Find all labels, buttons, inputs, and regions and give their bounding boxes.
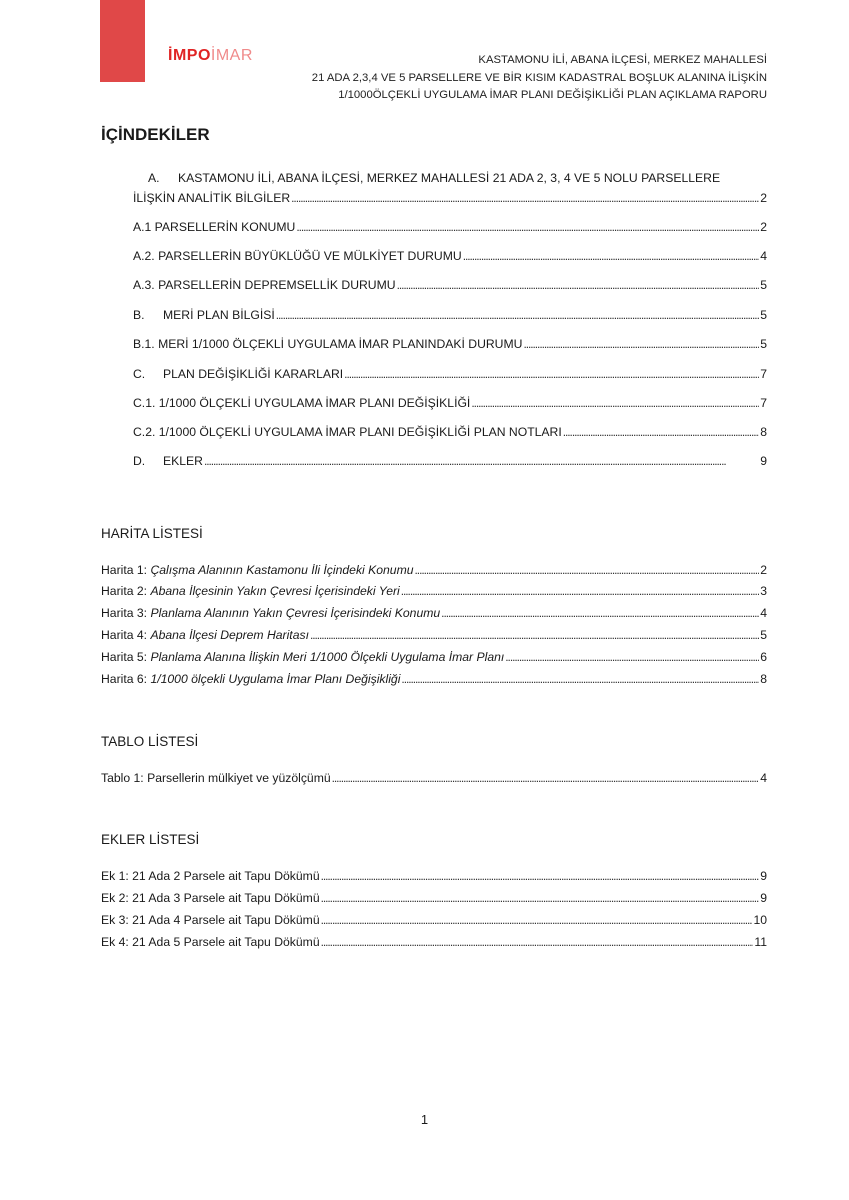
- toc-entry-page: 5: [760, 337, 767, 351]
- table-list-page: 4: [760, 771, 767, 785]
- toc-entry-page: 5: [760, 308, 767, 322]
- dot-leader: [463, 248, 760, 265]
- toc-entry-page: 7: [760, 396, 767, 410]
- map-list-item[interactable]: [101, 583, 767, 600]
- toc-entry-label: KASTAMONU İLİ, ABANA İLÇESİ, MERKEZ MAHALLESİ 21 ADA 2, 3, 4 VE 5 NOLU PARSELLERE: [178, 171, 721, 185]
- annex-list-item[interactable]: [101, 934, 767, 951]
- toc-entry-page: 7: [760, 367, 767, 381]
- toc-entry-page: 8: [760, 425, 767, 439]
- map-list-page: 2: [760, 563, 767, 577]
- toc-entry-a-line1[interactable]: [148, 170, 720, 187]
- annex-list-item[interactable]: [101, 868, 767, 885]
- page-number: 1: [420, 1112, 429, 1127]
- toc-entry-label: [133, 307, 275, 324]
- map-list-item[interactable]: [101, 562, 767, 579]
- dot-leader: [505, 649, 759, 666]
- map-list-label: [101, 583, 400, 600]
- dot-leader: [523, 336, 759, 353]
- annex-list-page: 11: [754, 935, 767, 949]
- toc-entry-label: [133, 366, 343, 383]
- map-prefix: Harita 5:: [101, 650, 151, 664]
- map-list-label: [101, 649, 504, 666]
- toc-entry-a-line2[interactable]: [133, 190, 767, 207]
- dot-leader: [397, 277, 760, 294]
- toc-entry-text: PLAN DEĞİŞİKLİĞİ KARARLARI: [163, 367, 344, 381]
- annex-list-heading: EKLER LİSTESİ: [101, 832, 200, 847]
- toc-entry[interactable]: [133, 248, 767, 265]
- toc-title: İÇİNDEKİLER: [101, 125, 210, 144]
- map-title: Abana İlçesinin Yakın Çevresi İçerisindeki Yeri: [150, 584, 400, 598]
- toc-entry[interactable]: [133, 336, 767, 353]
- map-prefix: Harita 1:: [101, 563, 151, 577]
- dot-leader: [441, 605, 759, 622]
- table-list-item[interactable]: [101, 770, 767, 787]
- map-list-page: 4: [760, 606, 767, 620]
- toc-entry-label: A.2. PARSELLERİN BÜYÜKLÜĞÜ VE MÜLKİYET DURUMU: [133, 249, 462, 263]
- header-line-2: 21 ADA 2,3,4 VE 5 PARSELLERE VE BİR KISIM KADASTRAL BOŞLUK ALANINA İLİŞKİN: [311, 71, 767, 84]
- map-list-item[interactable]: [101, 605, 767, 622]
- toc-entry-page: 5: [760, 278, 767, 292]
- toc-entry-label: İLİŞKİN ANALİTİK BİLGİLER: [133, 191, 291, 205]
- toc-entry[interactable]: [133, 277, 767, 294]
- tables-list-heading: TABLO LİSTESİ: [101, 734, 199, 749]
- map-prefix: Harita 4:: [101, 628, 151, 642]
- dot-leader: [321, 934, 754, 951]
- header-line-3: 1/1000ÖLÇEKLİ UYGULAMA İMAR PLANI DEĞİŞİKLİĞİ PLAN AÇIKLAMA RAPORU: [338, 89, 767, 101]
- dot-leader: [321, 890, 760, 907]
- toc-entry[interactable]: [133, 219, 767, 236]
- dot-leader: [204, 453, 759, 470]
- toc-entry-text: EKLER: [163, 454, 203, 468]
- toc-entry-page: 2: [760, 191, 767, 205]
- toc-entry[interactable]: [133, 366, 767, 383]
- map-list-item[interactable]: [101, 671, 767, 688]
- dot-leader: [401, 671, 759, 688]
- toc-entry-letter: C.: [133, 367, 146, 381]
- map-title: Planlama Alanının Yakın Çevresi İçerisindeki Konumu: [150, 606, 441, 620]
- toc-entry-letter: A.: [148, 171, 160, 185]
- dot-leader: [321, 868, 760, 885]
- annex-list-label: Ek 3: 21 Ada 4 Parsele ait Tapu Dökümü: [101, 913, 320, 927]
- toc-entry[interactable]: [133, 424, 767, 441]
- dot-leader: [563, 424, 759, 441]
- toc-entry-letter: B.: [133, 308, 145, 322]
- dot-leader: [344, 366, 759, 383]
- toc-entry-label: [133, 453, 203, 470]
- dot-leader: [415, 562, 760, 579]
- logo-primary-text: İMPO: [168, 47, 211, 64]
- maps-list-heading: HARİTA LİSTESİ: [101, 526, 203, 541]
- dot-leader: [296, 219, 759, 236]
- toc-entry-text: MERİ PLAN BİLGİSİ: [163, 308, 275, 322]
- toc-entry[interactable]: [133, 395, 767, 412]
- map-title: Planlama Alanına İlişkin Meri 1/1000 Ölçekli Uygulama İmar Planı: [150, 650, 505, 664]
- annex-list-page: 9: [760, 869, 767, 883]
- logo-secondary-text: İMAR: [210, 47, 253, 64]
- map-list-label: [101, 605, 440, 622]
- document-header: [312, 52, 767, 105]
- map-list-page: 5: [760, 628, 767, 642]
- toc-entry[interactable]: [133, 453, 767, 470]
- toc-entry-page: 9: [760, 454, 767, 468]
- map-title: Abana İlçesi Deprem Haritası: [150, 628, 309, 642]
- map-list-label: [101, 562, 414, 579]
- map-list-item[interactable]: [101, 627, 767, 644]
- dot-leader: [310, 627, 759, 644]
- annex-list-label: Ek 4: 21 Ada 5 Parsele ait Tapu Dökümü: [101, 935, 320, 949]
- map-list-item[interactable]: [101, 649, 767, 666]
- map-list-page: 8: [760, 672, 767, 686]
- header-line-1: KASTAMONU İLİ, ABANA İLÇESİ, MERKEZ MAHALLESİ: [478, 54, 767, 66]
- toc-entry-page: 4: [760, 249, 767, 263]
- toc-entry[interactable]: [133, 307, 767, 324]
- dot-leader: [291, 190, 759, 207]
- dot-leader: [276, 307, 759, 324]
- dot-leader: [471, 395, 759, 412]
- annex-list-page: 9: [760, 891, 767, 905]
- map-prefix: Harita 2:: [101, 584, 151, 598]
- toc-entry-label: A.3. PARSELLERİN DEPREMSELLİK DURUMU: [133, 278, 396, 292]
- map-prefix: Harita 3:: [101, 606, 151, 620]
- company-logo: [168, 46, 253, 66]
- toc-entry-page: 2: [760, 220, 767, 234]
- map-prefix: Harita 6:: [101, 672, 151, 686]
- toc-entry-label: B.1. MERİ 1/1000 ÖLÇEKLİ UYGULAMA İMAR PLANINDAKİ DURUMU: [133, 337, 523, 351]
- annex-list-item[interactable]: [101, 912, 767, 929]
- table-list-label: Tablo 1: Parsellerin mülkiyet ve yüzölçümü: [101, 771, 331, 785]
- map-list-label: [101, 671, 400, 688]
- dot-leader: [321, 912, 753, 929]
- map-title: Çalışma Alanının Kastamonu İli İçindeki Konumu: [150, 563, 414, 577]
- toc-entry-label: A.1 PARSELLERİN KONUMU: [133, 220, 296, 234]
- map-title: 1/1000 ölçekli Uygulama İmar Planı Değişikliği: [150, 672, 401, 686]
- map-list-page: 6: [760, 650, 767, 664]
- annex-list-item[interactable]: [101, 890, 767, 907]
- annex-list-label: Ek 1: 21 Ada 2 Parsele ait Tapu Dökümü: [101, 869, 320, 883]
- dot-leader: [401, 583, 759, 600]
- toc-entry-label: C.1. 1/1000 ÖLÇEKLİ UYGULAMA İMAR PLANI DEĞİŞİKLİĞİ: [133, 396, 471, 410]
- annex-list-label: Ek 2: 21 Ada 3 Parsele ait Tapu Dökümü: [101, 891, 320, 905]
- map-list-page: 3: [760, 584, 767, 598]
- header-accent-tab: [100, 0, 145, 82]
- annex-list-page: 10: [753, 913, 767, 927]
- map-list-label: [101, 627, 309, 644]
- toc-entry-letter: D.: [133, 454, 146, 468]
- toc-entry-label: C.2. 1/1000 ÖLÇEKLİ UYGULAMA İMAR PLANI DEĞİŞİKLİĞİ PLAN NOTLARI: [133, 425, 562, 439]
- dot-leader: [332, 770, 760, 787]
